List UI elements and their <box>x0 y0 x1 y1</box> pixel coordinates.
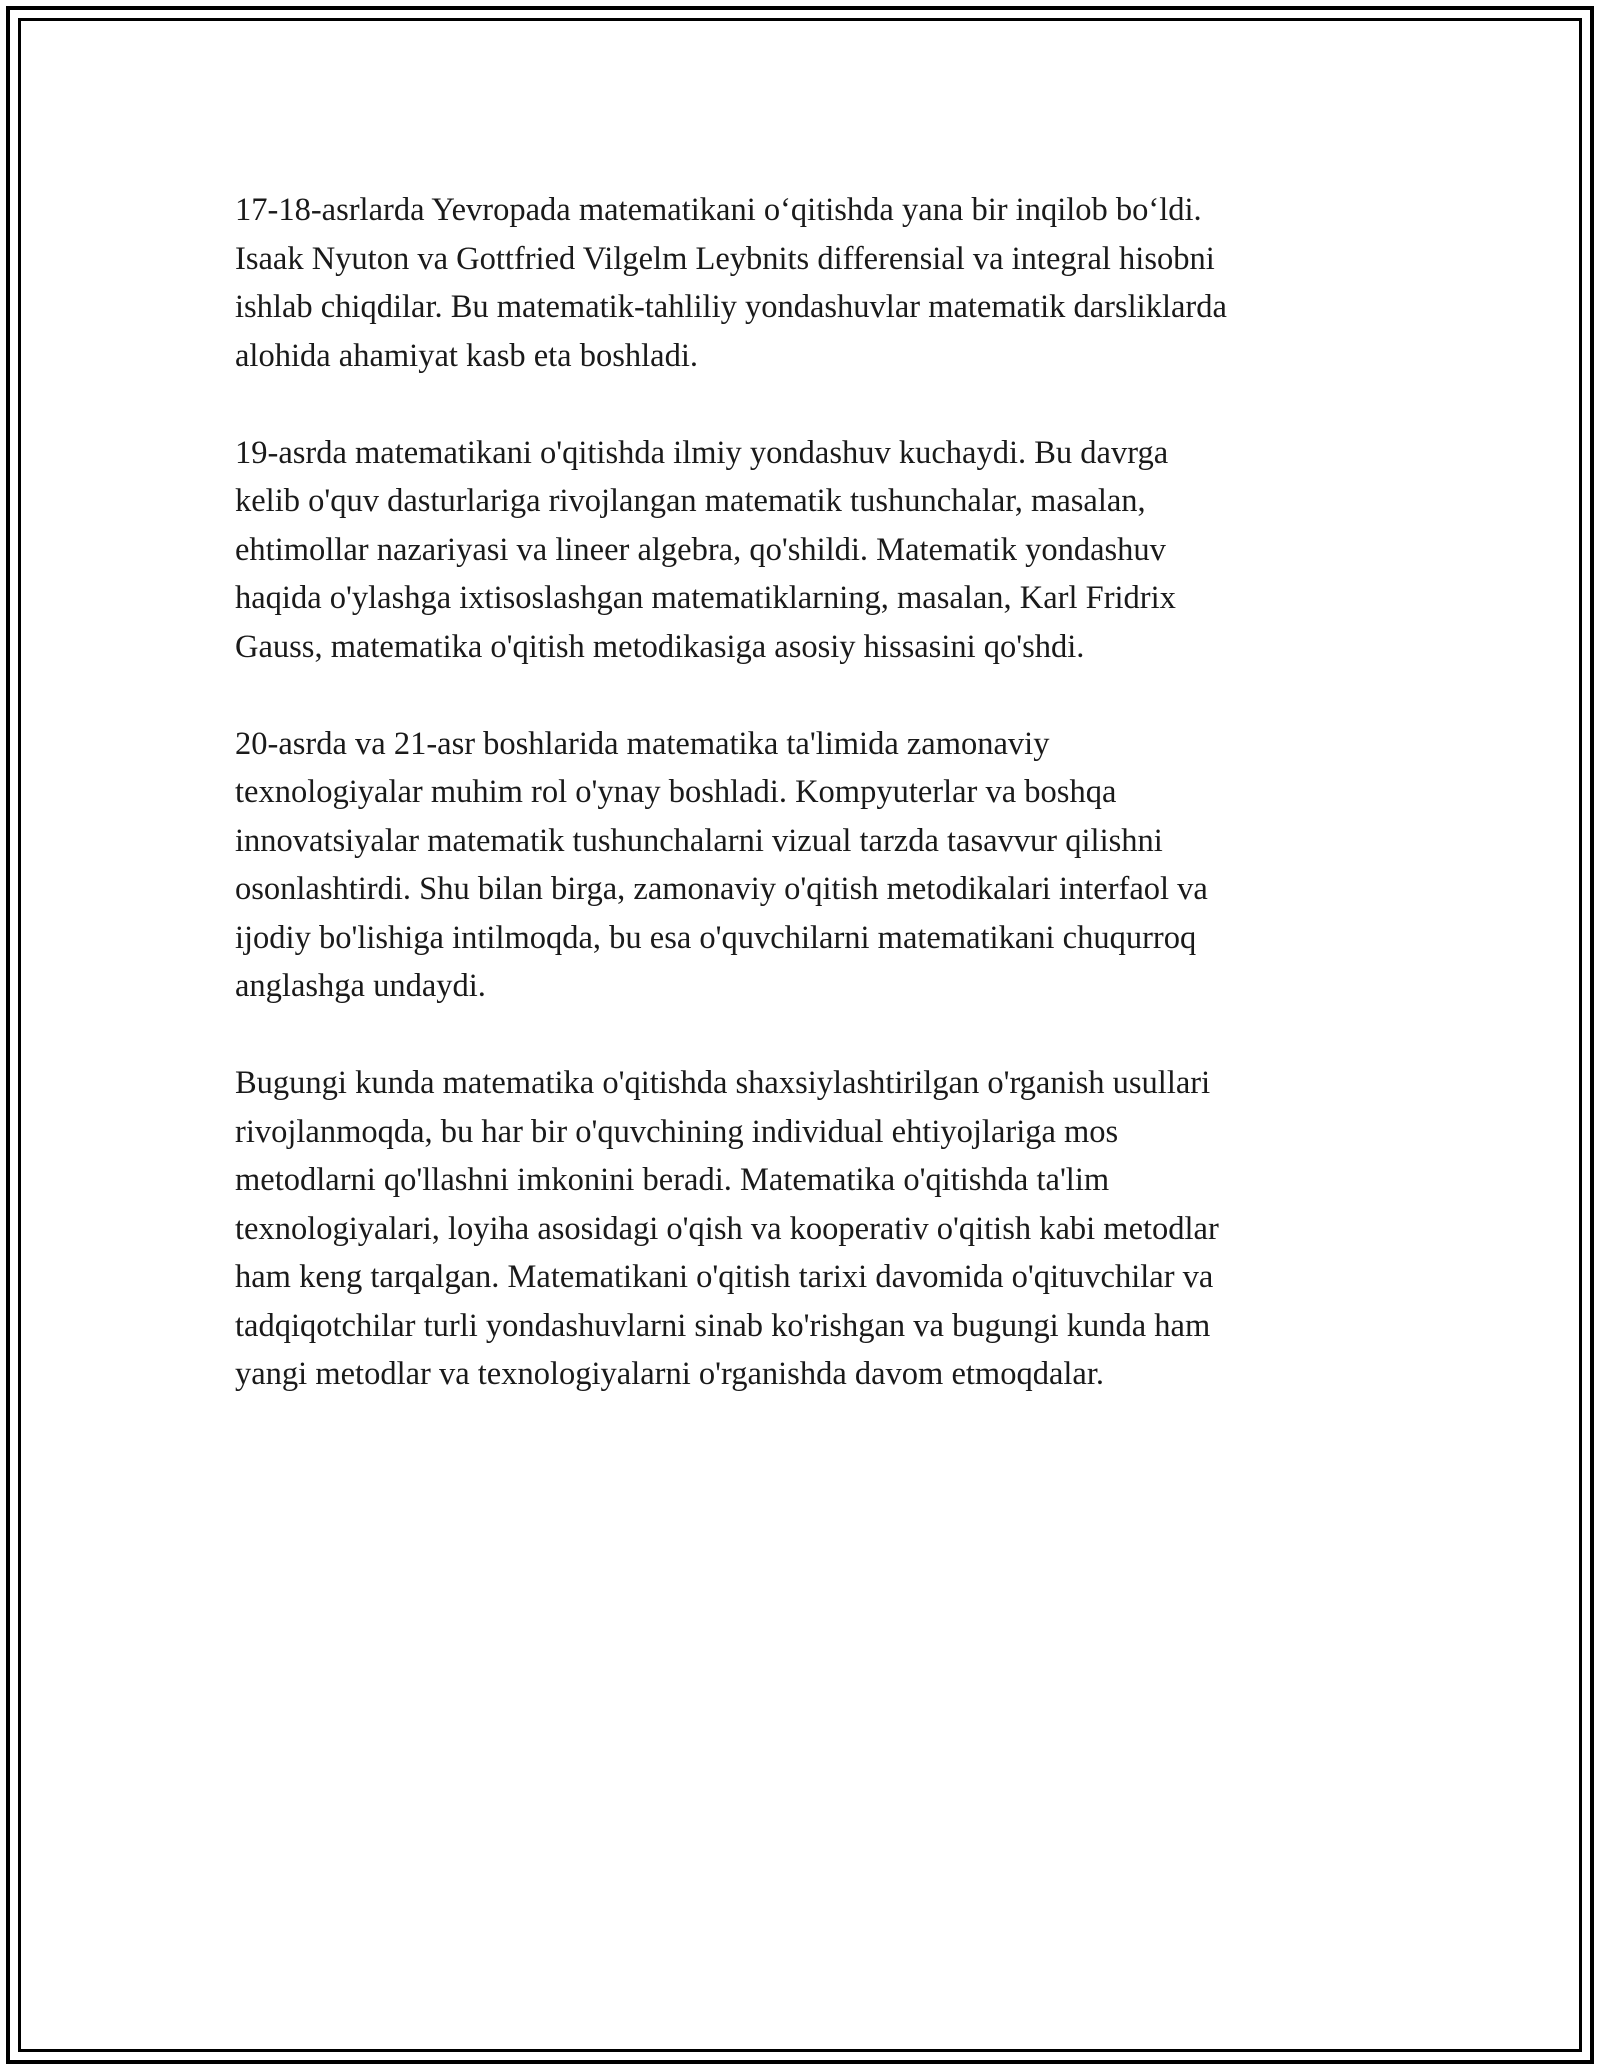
paragraph-4: Bugungi kunda matematika o'qitishda shaxsiylashtirilgan o'rganish usullari rivojlanmoqda, bu har bir o'quvchining individual ehtiyojlariga mos metodlarni qo'llashni imkonini beradi. Matematika o'qitishda ta'lim texnologiyalari, loyiha asosidagi o'qish va kooperativ o'qitish kabi metodlar ham keng tarqalgan. Matematikani o'qitish tarixi davomida o'qituvchilar va tadqiqotchilar turli yondashuvlarni sinab ko'rishgan va bugungi kunda ham yangi metodlar va texnologiyalarni o'rganishda davom etmoqdalar. <box>235 1065 1219 1392</box>
paragraph-3: 20-asrda va 21-asr boshlarida matematika ta'limida zamonaviy texnologiyalar muhim rol o'ynay boshladi. Kompyuterlar va boshqa innovatsiyalar matematik tushunchalarni vizual tarzda tasavvur qilishni osonlashtirdi. Shu bilan birga, zamonaviy o'qitish metodikalari interfaol va ijodiy bo'lishiga intilmoqda, bu esa o'quvchilarni matematikani chuqurroq anglashga undaydi. <box>235 725 1208 1004</box>
paragraph-2: 19-asrda matematikani o'qitishda ilmiy yondashuv kuchaydi. Bu davrga kelib o'quv dasturlariga rivojlangan matematik tushunchalar, masalan, ehtimollar nazariyasi va lineer algebra, qo'shildi. Matematik yondashuv haqida o'ylashga ixtisoslashgan matematiklarning, masalan, Karl Fridrix Gauss, matematika o'qitish metodikasiga asosiy hissasini qo'shdi. <box>235 434 1176 665</box>
paragraph-1: 17-18-asrlarda Yevropada matematikani o‘qitishda yana bir inqilob bo‘ldi. Isaak Nyuton va Gottfried Vilgelm Leybnits differensial va integral hisobni ishlab chiqdilar. Bu matematik-tahliliy yondashuvlar matematik darsliklarda alohida ahamiyat kasb eta boshladi. <box>235 192 1227 374</box>
document-body <box>235 186 1385 1447</box>
